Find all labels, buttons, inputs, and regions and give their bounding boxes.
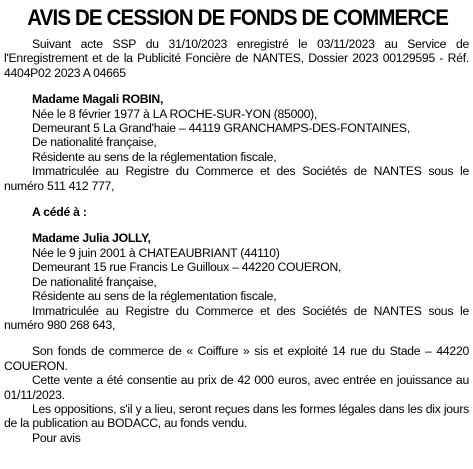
seller-birth: Née le 8 février 1977 à LA ROCHE-SUR-YON (85000),	[32, 106, 318, 121]
oppositions-paragraph: Les oppositions, s'il y a lieu, seront reçues dans les formes légales dans les dix jours de la publication au BODACC, au fonds vendu.	[4, 401, 469, 431]
price-paragraph: Cette vente a été consentie au prix de 42 000 euros, avec entrée en jouissance au 01/11/2023.	[4, 373, 469, 402]
buyer-name: Madame Julia JOLLY,	[32, 231, 151, 246]
buyer-nationality: De nationalité française,	[32, 274, 157, 289]
seller-residence: Résidente au sens de la réglementation fiscale,	[32, 149, 277, 164]
seller-registration: Immatriculée au Registre du Commerce et des Sociétés de NANTES sous le numéro 511 412 777,	[4, 164, 469, 193]
intro-paragraph: Suivant acte SSP du 31/10/2023 enregistré le 03/11/2023 au Service de l'Enregistrement et de la Publicité Foncière de NANTES, Dossier 2023 00129595 - Réf. 4404P02 2023 A 04665	[4, 37, 469, 80]
closing-text: Pour avis	[32, 430, 81, 445]
buyer-registration: Immatriculée au Registre du Commerce et des Sociétés de NANTES sous le numéro 980 268 643,	[4, 303, 469, 332]
seller-address: Demeurant 5 La Grand'haie – 44119 GRANCHAMPS-DES-FONTAINES,	[32, 121, 410, 136]
fonds-paragraph: Son fonds de commerce de « Coiffure » sis et exploité 14 rue du Stade – 44220 COUERON.	[4, 344, 469, 373]
buyer-birth: Née le 9 juin 2001 à CHATEAUBRIANT (44110)	[32, 245, 280, 260]
seller-block	[4, 92, 469, 193]
buyer-address: Demeurant 15 rue Francis Le Guilloux – 44220 COUERON,	[32, 260, 342, 275]
seller-nationality: De nationalité française,	[32, 135, 157, 150]
seller-name: Madame Magali ROBIN,	[32, 92, 164, 107]
notice-title: AVIS DE CESSION DE FONDS DE COMMERCE	[27, 5, 449, 30]
buyer-block	[4, 231, 469, 332]
buyer-residence: Résidente au sens de la réglementation fiscale,	[32, 289, 277, 304]
ceded-label: A cédé à :	[32, 205, 87, 220]
